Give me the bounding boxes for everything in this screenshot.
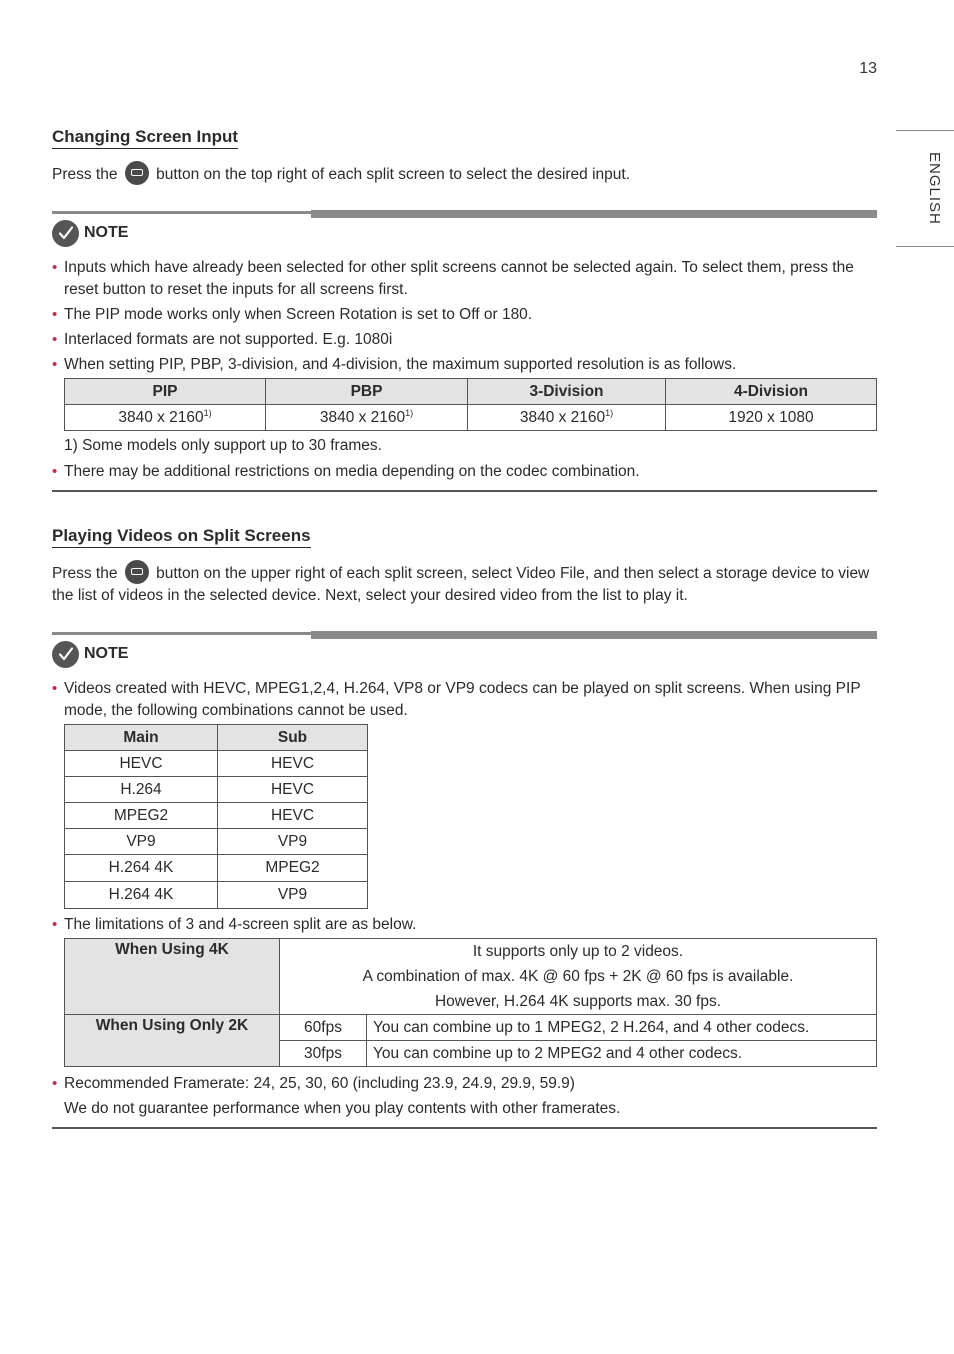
- codec-combination-table: [64, 724, 368, 909]
- limit-label-2k: When Using Only 2K: [65, 1015, 280, 1067]
- section-heading-changing-screen-input: Changing Screen Input: [52, 127, 238, 149]
- checkmark-icon: [52, 220, 79, 247]
- note-divider-thin: [52, 632, 312, 635]
- note2-bullet: • The limitations of 3 and 4-screen split are as below.: [52, 916, 417, 933]
- section1-text-after: button on the top right of each split screen to select the desired input.: [156, 166, 631, 183]
- table-cell: 3840 x 2160$^{1)}$: [65, 405, 266, 431]
- table-row: H.264 4K VP9: [65, 882, 368, 909]
- section1-text-before: Press the: [52, 166, 118, 183]
- framerate-disclaimer: We do not guarantee performance when you play contents with other framerates.: [64, 1100, 621, 1117]
- note1-bullet: • There may be additional restrictions on media depending on the codec combination.: [52, 463, 640, 480]
- language-tab-bottom-divider: [896, 246, 954, 247]
- table-cell: 3840 x 2160$^{1)}$: [468, 405, 666, 431]
- input-button-icon: [125, 560, 149, 584]
- note-label: NOTE: [84, 645, 129, 662]
- table-cell: 3840 x 2160$^{1)}$: [266, 405, 468, 431]
- table-row: VP9 VP9: [65, 829, 368, 855]
- table-header: PBP: [266, 379, 468, 405]
- table-cell: 1920 x 1080: [666, 405, 877, 431]
- table-row: HEVC HEVC: [65, 751, 368, 777]
- table-row: H.264 4K MPEG2: [65, 855, 368, 882]
- table-row: MPEG2 HEVC: [65, 803, 368, 829]
- note-divider-thick: [311, 210, 877, 218]
- note2-bullet: • Videos created with HEVC, MPEG1,2,4, H.264, VP8 or VP9 codecs can be played on split screens. When using PIP mode, the following combinations cannot be used.: [52, 680, 861, 719]
- fps-description: You can combine up to 1 MPEG2, 2 H.264, and 4 other codecs.: [367, 1015, 877, 1041]
- section1-paragraph: [52, 161, 877, 186]
- note-divider-thin: [52, 211, 312, 214]
- note2-bullet: • Recommended Framerate: 24, 25, 30, 60 (including 23.9, 24.9, 29.9, 59.9): [52, 1075, 575, 1092]
- note-divider-thick: [311, 631, 877, 639]
- table-header: PIP: [65, 379, 266, 405]
- input-button-icon: [125, 161, 149, 185]
- page-number: 13: [859, 60, 877, 77]
- note1-bullet: • When setting PIP, PBP, 3-division, and 4-division, the maximum supported resolution is as follows.: [52, 356, 737, 373]
- fps-description: You can combine up to 2 MPEG2 and 4 other codecs.: [367, 1041, 877, 1067]
- limit-label-4k: When Using 4K: [65, 939, 280, 1015]
- resolution-table: [64, 378, 877, 431]
- table-header: 4-Division: [666, 379, 877, 405]
- note1-bullet: • Inputs which have already been selected for other split screens cannot be selected again. To select them, press the reset button to reset the inputs for all screens first.: [52, 259, 854, 298]
- fps-cell: 30fps: [280, 1041, 367, 1067]
- note-header: [52, 640, 128, 668]
- section-heading-playing-videos: Playing Videos on Split Screens: [52, 526, 311, 548]
- footnote: 1) Some models only support up to 30 frames.: [64, 437, 382, 454]
- checkmark-icon: [52, 641, 79, 668]
- section2-text-after: button on the upper right of each split screen, select Video File, and then select a storage device to view the list of videos in the selected device. Next, select your desired video from the list to play it.: [52, 565, 870, 604]
- note1-bullet: • Interlaced formats are not supported. E.g. 1080i: [52, 331, 393, 348]
- split-limitations-table: [64, 938, 877, 1067]
- table-row: H.264 HEVC: [65, 777, 368, 803]
- section2-text-before: Press the: [52, 565, 118, 582]
- note-end-rule: [52, 1127, 877, 1129]
- language-tab-top-divider: [896, 130, 954, 131]
- note-label: NOTE: [84, 224, 129, 241]
- language-tab: ENGLISH: [926, 152, 943, 225]
- table-header: Main: [65, 725, 218, 751]
- fps-cell: 60fps: [280, 1015, 367, 1041]
- table-header: 3-Division: [468, 379, 666, 405]
- note-end-rule: [52, 490, 877, 492]
- limit-4k-details: It supports only up to 2 videos. A combination of max. 4K @ 60 fps + 2K @ 60 fps is available. However, H.264 4K supports max. 30 fps.: [280, 939, 877, 1015]
- section2-paragraph: [52, 560, 877, 607]
- note-header: [52, 219, 128, 247]
- table-header: Sub: [218, 725, 368, 751]
- note1-bullet: • The PIP mode works only when Screen Rotation is set to Off or 180.: [52, 306, 533, 323]
